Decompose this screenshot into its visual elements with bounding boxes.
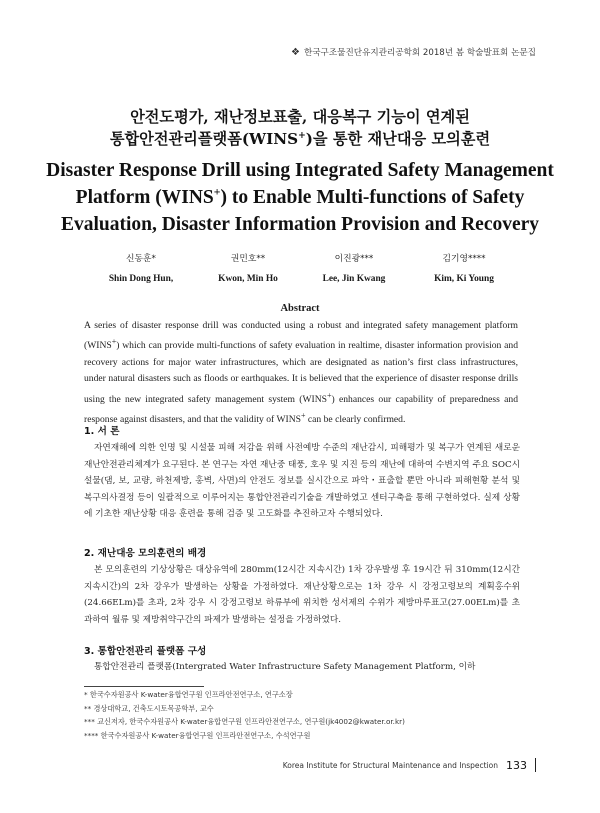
section-heading: 3. 통합안전관리 플랫폼 구성 — [84, 646, 207, 657]
footer-divider — [535, 758, 536, 772]
abstract-heading: Abstract — [280, 303, 320, 314]
abstract-sup: + — [111, 337, 117, 347]
section-text: 통합안전관리 플랫폼(Intergrated Water Infrastructure Safety Management Platform, 이하 — [94, 662, 476, 672]
author-name-english: Shin Dong Hun, — [108, 274, 174, 284]
author-name-korean: 이진광*** — [334, 254, 374, 264]
section-paragraph — [84, 659, 520, 676]
section-paragraph — [84, 440, 520, 523]
title-english-line1: Disaster Response Drill using Integrated Safety Management — [46, 160, 554, 181]
abstract-text: can be clearly confirmed. — [305, 414, 406, 426]
section-text: 자연재해에 의한 인명 및 시설물 피해 저감을 위해 사전예방 수준의 재난감시, 피해평가 및 복구가 연계된 새로운 재난안전관리체계가 요구된다. 본 연구는 자연 재난중 태풍, 호우 및 지진 등의 재난에 대하여 수변지역 주요 SOC시설물(댐, 보, 교량, 하천제방, 홍벽, 사면)의 안전도 정보를 실시간으로 파악・표출할 뿐만 아니라 피해현황 분석 및 복구의사결정 등이 일괄적으로 이루어지는 통합안전관리기술을 개발하였고 센터구축을 통해 구현하였다. 실제 상황에 기초한 재난상황 대응 훈련을 통해 검증 및 고도화를 추진하고자 수행되었다. — [84, 443, 520, 520]
society-logo-icon: ❖ — [290, 46, 300, 58]
abstract-sup: + — [300, 411, 306, 421]
author-name-korean: 권민호** — [230, 254, 266, 264]
section-heading: 2. 재난대응 모의훈련의 배경 — [84, 548, 207, 559]
abstract-body — [84, 318, 518, 429]
footnote: **** 한국수자원공사 K-water융합연구원 인프라안전연구소, 수석연구원 — [84, 730, 311, 740]
author-name-korean: 김기영**** — [442, 254, 486, 264]
footnote: * 한국수자원공사 K-water융합연구원 인프라안전연구소, 연구소장 — [84, 690, 293, 699]
footer-institute: Korea Institute for Structural Maintenance and Inspection — [282, 760, 498, 770]
footnote: *** 교신저자, 한국수자원공사 K-water융합연구원 인프라안전연구소, 연구원(jk4002@kwater.or.kr) — [84, 717, 405, 727]
author-name-english: Kwon, Min Ho — [218, 274, 278, 284]
title-korean-line2 — [0, 128, 600, 150]
title-korean-line2-pre: 통합안전관리플랫폼(WINS — [109, 130, 299, 148]
title-korean-sup: + — [298, 129, 306, 141]
title-english-sup: + — [213, 185, 221, 199]
author-name-english: Kim, Ki Young — [434, 274, 494, 284]
title-english-line2 — [0, 184, 600, 211]
page-footer — [283, 758, 536, 772]
section-heading: 1. 서 론 — [84, 426, 120, 437]
title-english — [0, 157, 600, 238]
abstract-text: ) which can provide multi-functions of safety evaluation in realtime, disaster information provision and recovery actions for major water infrastructures, which are designated as nation’s first class infrastructures, under natural disasters such as floods or earthquakes. It is believed that the experience of disaster response drills using the new integrated safety management system (WINS — [84, 340, 518, 405]
footnotes — [84, 688, 524, 742]
running-header — [291, 46, 536, 58]
title-english-line3: Evaluation, Disaster Information Provision and Recovery — [60, 214, 540, 235]
title-english-line2-pre: Platform (WINS — [75, 187, 214, 208]
section-text: 본 모의훈련의 기상상황은 대상유역에 280mm(12시간 지속시간) 1차 강우발생 후 19시간 뒤 310mm(12시간 지속시간)의 2차 강우가 발생하는 상황을 가정하였다. 재난상황으로는 1차 강우 시 강정고령보의 계획홍수위(24.66ELm)를 초과, 2차 강우 시 강정고령보 하류부에 위치한 성서제의 수위가 제방마루표고(27.00ELm)를 초과하여 월류 및 제방취약구간의 파제가 발생하는 설정을 가정하였다. — [84, 565, 520, 625]
page-number: 133 — [506, 758, 527, 772]
abstract-text: A series of disaster response drill was conducted using a robust and integrated safety management platform (WINS — [84, 320, 518, 352]
footnote: ** 경상대학교, 건축도시토목공학부, 교수 — [84, 703, 214, 713]
author — [399, 249, 529, 289]
abstract-text: ) enhances our capability of preparedness and response against disasters, and that the validity of WINS — [84, 394, 519, 426]
author-name-korean: 신동훈* — [126, 254, 156, 264]
abstract-sup: + — [327, 390, 332, 400]
section-paragraph — [84, 562, 520, 628]
author-name-english: Lee, Jin Kwang — [322, 274, 386, 284]
title-korean — [0, 106, 600, 150]
footnote-divider — [84, 686, 204, 687]
title-english-line2-post: ) to Enable Multi-functions of Safety — [220, 187, 525, 208]
title-korean-line1: 안전도평가, 재난정보표출, 대응복구 기능이 연계된 — [130, 108, 470, 126]
header-text: 한국구조물진단유지관리공학회 2018년 봄 학술발표회 논문집 — [303, 48, 536, 58]
title-korean-line2-post: )을 통한 재난대응 모의훈련 — [305, 130, 491, 148]
